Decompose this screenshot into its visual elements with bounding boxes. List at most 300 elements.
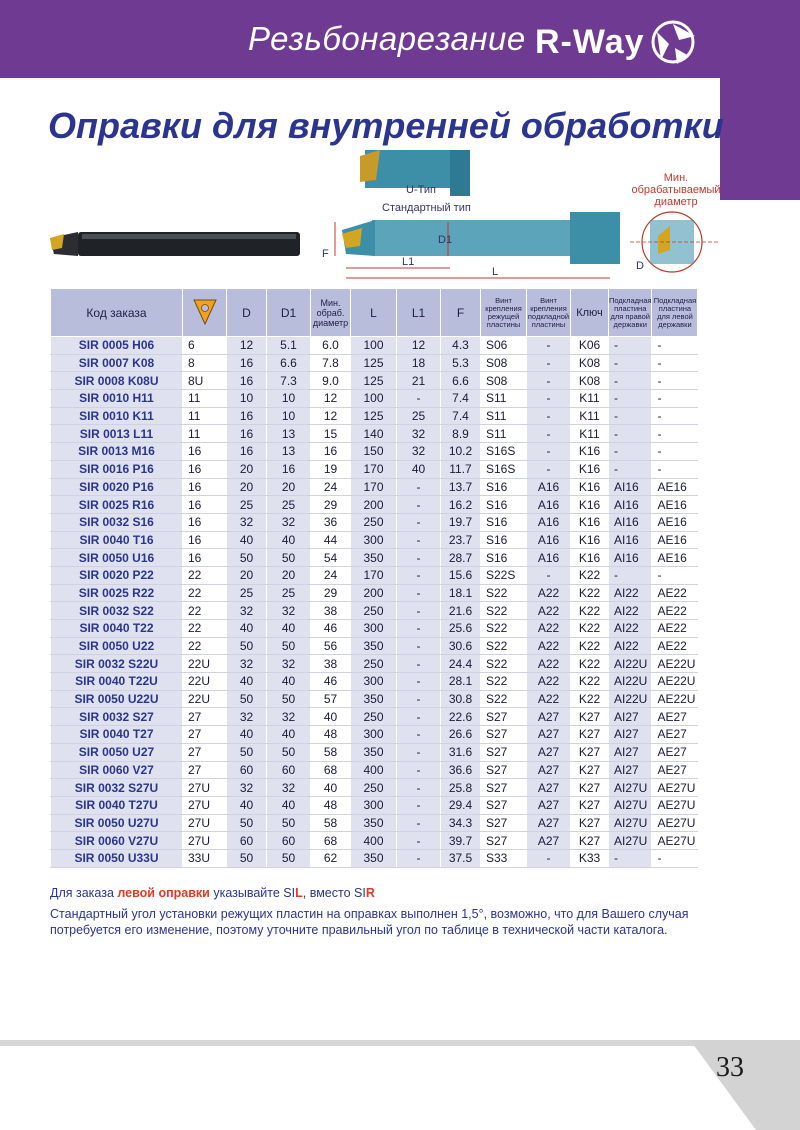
cell-d: 50 xyxy=(227,637,267,655)
cell-code: SIR 0050 U16 xyxy=(51,549,183,567)
boring-bar-illustration xyxy=(30,150,730,290)
cell-key: K27 xyxy=(571,779,609,797)
cell-l: 300 xyxy=(351,673,397,691)
cell-f: 7.4 xyxy=(441,390,481,408)
cell-d1: 50 xyxy=(267,549,311,567)
cell-l1: - xyxy=(397,761,441,779)
cell-d: 50 xyxy=(227,549,267,567)
cell-insert-size: 27 xyxy=(183,761,227,779)
cell-f: 21.6 xyxy=(441,602,481,620)
table-row xyxy=(51,390,698,408)
cell-d: 40 xyxy=(227,726,267,744)
cell-shim-right: - xyxy=(609,443,652,461)
brand-emblem-icon xyxy=(647,18,699,66)
cell-shim-left: AE27U xyxy=(652,832,698,850)
cell-key: K16 xyxy=(571,531,609,549)
table-row xyxy=(51,513,698,531)
cell-shim-left: - xyxy=(652,566,698,584)
cell-d: 40 xyxy=(227,531,267,549)
cell-min-diameter: 38 xyxy=(311,655,351,673)
cell-l1: - xyxy=(397,637,441,655)
cell-l1: - xyxy=(397,549,441,567)
tool-diagram xyxy=(30,150,730,290)
col-key: Ключ xyxy=(571,289,609,337)
cell-shim-left: AE22U xyxy=(652,690,698,708)
cell-insert-size: 6 xyxy=(183,337,227,355)
cell-code: SIR 0032 S27U xyxy=(51,779,183,797)
cell-f: 30.8 xyxy=(441,690,481,708)
table-row xyxy=(51,708,698,726)
cell-insert-screw: S22 xyxy=(481,690,527,708)
cell-d: 16 xyxy=(227,443,267,461)
cell-shim-screw: - xyxy=(527,354,571,372)
note-left-letter-r: R xyxy=(365,886,375,900)
cell-shim-screw: - xyxy=(527,372,571,390)
cell-shim-left: - xyxy=(652,443,698,461)
cell-insert-screw: S22 xyxy=(481,620,527,638)
cell-shim-left: AE27U xyxy=(652,779,698,797)
cell-d1: 7.3 xyxy=(267,372,311,390)
table-row xyxy=(51,761,698,779)
cell-code: SIR 0040 T27U xyxy=(51,796,183,814)
cell-insert-screw: S22 xyxy=(481,602,527,620)
cell-d1: 32 xyxy=(267,655,311,673)
table-row xyxy=(51,549,698,567)
cell-l: 350 xyxy=(351,849,397,867)
cell-shim-screw: A16 xyxy=(527,496,571,514)
cell-min-diameter: 68 xyxy=(311,761,351,779)
cell-d: 32 xyxy=(227,708,267,726)
cell-f: 15.6 xyxy=(441,566,481,584)
note-angle: Стандартный угол установки режущих пластин на оправках выполнен 1,5°, возможно, что для Вашего случая потребуется его изменение, поэтому уточните правильный угол по таблице в технической части каталога. xyxy=(50,907,689,937)
cell-code: SIR 0040 T22 xyxy=(51,620,183,638)
cell-f: 28.1 xyxy=(441,673,481,691)
cell-d: 10 xyxy=(227,390,267,408)
cell-shim-left: AE22U xyxy=(652,655,698,673)
col-code: Код заказа xyxy=(51,289,183,337)
cell-f: 7.4 xyxy=(441,407,481,425)
cell-shim-left: AE16 xyxy=(652,531,698,549)
cell-f: 30.6 xyxy=(441,637,481,655)
cell-insert-screw: S22 xyxy=(481,637,527,655)
cell-shim-screw: A22 xyxy=(527,637,571,655)
cell-shim-right: AI27U xyxy=(609,832,652,850)
cell-shim-left: AE22U xyxy=(652,673,698,691)
cell-shim-right: AI16 xyxy=(609,513,652,531)
table-row xyxy=(51,690,698,708)
cell-insert-screw: S27 xyxy=(481,726,527,744)
cell-shim-left: AE16 xyxy=(652,496,698,514)
section-title: Резьбонарезание xyxy=(248,20,526,57)
cell-min-diameter: 12 xyxy=(311,407,351,425)
table-row xyxy=(51,620,698,638)
cell-d: 25 xyxy=(227,496,267,514)
cell-insert-size: 16 xyxy=(183,531,227,549)
cell-d: 20 xyxy=(227,566,267,584)
cell-d1: 32 xyxy=(267,708,311,726)
cell-shim-right: AI27U xyxy=(609,796,652,814)
col-l1: L1 xyxy=(397,289,441,337)
cell-insert-size: 11 xyxy=(183,390,227,408)
cell-d1: 50 xyxy=(267,814,311,832)
cell-key: K16 xyxy=(571,513,609,531)
cell-l: 350 xyxy=(351,549,397,567)
cell-key: K16 xyxy=(571,496,609,514)
cell-shim-left: AE27 xyxy=(652,743,698,761)
table-row xyxy=(51,655,698,673)
cell-shim-left: AE27U xyxy=(652,814,698,832)
cell-insert-screw: S11 xyxy=(481,425,527,443)
cell-min-diameter: 62 xyxy=(311,849,351,867)
cell-min-diameter: 19 xyxy=(311,460,351,478)
cell-d: 40 xyxy=(227,673,267,691)
cell-insert-size: 22 xyxy=(183,566,227,584)
cell-code: SIR 0050 U22U xyxy=(51,690,183,708)
cell-shim-right: - xyxy=(609,354,652,372)
cell-key: K27 xyxy=(571,832,609,850)
cell-f: 24.4 xyxy=(441,655,481,673)
cell-min-diameter: 40 xyxy=(311,779,351,797)
cell-insert-size: 16 xyxy=(183,513,227,531)
cell-shim-screw: A16 xyxy=(527,478,571,496)
cell-f: 18.1 xyxy=(441,584,481,602)
cell-f: 19.7 xyxy=(441,513,481,531)
cell-d: 50 xyxy=(227,849,267,867)
cell-d1: 25 xyxy=(267,496,311,514)
cell-shim-left: - xyxy=(652,372,698,390)
cell-shim-right: - xyxy=(609,337,652,355)
cell-l1: 25 xyxy=(397,407,441,425)
cell-f: 22.6 xyxy=(441,708,481,726)
cell-shim-screw: A16 xyxy=(527,549,571,567)
cell-shim-right: AI27 xyxy=(609,726,652,744)
cell-shim-left: AE27 xyxy=(652,761,698,779)
cell-key: K08 xyxy=(571,354,609,372)
cell-insert-size: 22U xyxy=(183,655,227,673)
cell-shim-right: - xyxy=(609,460,652,478)
table-row xyxy=(51,779,698,797)
table-row xyxy=(51,425,698,443)
cell-shim-left: AE16 xyxy=(652,478,698,496)
spec-table-body xyxy=(51,337,698,868)
cell-key: K33 xyxy=(571,849,609,867)
cell-key: K11 xyxy=(571,390,609,408)
page-title: Оправки для внутренней обработки xyxy=(48,105,724,146)
cell-f: 29.4 xyxy=(441,796,481,814)
cell-d1: 13 xyxy=(267,443,311,461)
cell-shim-right: AI27U xyxy=(609,779,652,797)
cell-shim-screw: - xyxy=(527,407,571,425)
label-l1: L1 xyxy=(402,256,415,268)
cell-d1: 20 xyxy=(267,478,311,496)
cell-l1: - xyxy=(397,390,441,408)
cell-shim-right: - xyxy=(609,372,652,390)
cell-d: 32 xyxy=(227,655,267,673)
cell-l: 125 xyxy=(351,372,397,390)
cell-code: SIR 0010 H11 xyxy=(51,390,183,408)
cell-d: 40 xyxy=(227,620,267,638)
cell-min-diameter: 9.0 xyxy=(311,372,351,390)
cell-shim-screw: A27 xyxy=(527,814,571,832)
cell-f: 37.5 xyxy=(441,849,481,867)
cell-d1: 60 xyxy=(267,832,311,850)
cell-insert-screw: S22 xyxy=(481,655,527,673)
cell-key: K22 xyxy=(571,602,609,620)
table-row xyxy=(51,673,698,691)
cell-l1: - xyxy=(397,690,441,708)
cell-code: SIR 0032 S22 xyxy=(51,602,183,620)
cell-shim-left: - xyxy=(652,849,698,867)
cell-d1: 20 xyxy=(267,566,311,584)
cell-d1: 50 xyxy=(267,849,311,867)
cell-insert-size: 22U xyxy=(183,690,227,708)
cell-l: 250 xyxy=(351,602,397,620)
cell-l: 300 xyxy=(351,620,397,638)
cell-l1: 32 xyxy=(397,443,441,461)
cell-l1: 21 xyxy=(397,372,441,390)
cell-shim-right: - xyxy=(609,566,652,584)
cell-insert-screw: S27 xyxy=(481,761,527,779)
table-row xyxy=(51,814,698,832)
cell-d1: 10 xyxy=(267,390,311,408)
cell-insert-size: 27U xyxy=(183,814,227,832)
cell-l1: - xyxy=(397,584,441,602)
cell-insert-size: 22 xyxy=(183,637,227,655)
cell-insert-screw: S27 xyxy=(481,832,527,850)
cell-insert-screw: S11 xyxy=(481,390,527,408)
table-row xyxy=(51,637,698,655)
cell-insert-screw: S16S xyxy=(481,460,527,478)
cell-min-diameter: 24 xyxy=(311,566,351,584)
cell-d: 12 xyxy=(227,337,267,355)
cell-l: 170 xyxy=(351,460,397,478)
cell-d1: 50 xyxy=(267,743,311,761)
cell-key: K22 xyxy=(571,673,609,691)
cell-d1: 50 xyxy=(267,637,311,655)
cell-key: K27 xyxy=(571,743,609,761)
cell-d: 32 xyxy=(227,513,267,531)
cell-shim-left: - xyxy=(652,460,698,478)
cell-min-diameter: 15 xyxy=(311,425,351,443)
cell-d1: 40 xyxy=(267,796,311,814)
col-insert-icon xyxy=(183,289,227,337)
cell-shim-left: - xyxy=(652,390,698,408)
cell-insert-screw: S16 xyxy=(481,478,527,496)
cell-shim-left: AE27U xyxy=(652,796,698,814)
cell-shim-screw: - xyxy=(527,460,571,478)
cell-d: 16 xyxy=(227,407,267,425)
cell-l1: - xyxy=(397,566,441,584)
cell-d1: 40 xyxy=(267,726,311,744)
cell-shim-screw: A22 xyxy=(527,690,571,708)
cell-shim-right: AI27 xyxy=(609,761,652,779)
label-d1: D1 xyxy=(438,234,453,246)
cell-l: 400 xyxy=(351,832,397,850)
cell-shim-screw: A27 xyxy=(527,779,571,797)
cell-l1: - xyxy=(397,849,441,867)
cell-min-diameter: 46 xyxy=(311,673,351,691)
cell-shim-screw: - xyxy=(527,849,571,867)
cell-key: K22 xyxy=(571,637,609,655)
cell-code: SIR 0007 K08 xyxy=(51,354,183,372)
cell-code: SIR 0032 S27 xyxy=(51,708,183,726)
cell-d: 60 xyxy=(227,832,267,850)
cell-code: SIR 0040 T27 xyxy=(51,726,183,744)
cell-f: 36.6 xyxy=(441,761,481,779)
cell-code: SIR 0020 P22 xyxy=(51,566,183,584)
cell-code: SIR 0025 R22 xyxy=(51,584,183,602)
cell-code: SIR 0005 H06 xyxy=(51,337,183,355)
col-f: F xyxy=(441,289,481,337)
cell-shim-screw: - xyxy=(527,425,571,443)
cell-l1: - xyxy=(397,478,441,496)
cell-insert-screw: S22S xyxy=(481,566,527,584)
col-min-diameter: Мин. обраб. диаметр xyxy=(311,289,351,337)
cell-insert-screw: S33 xyxy=(481,849,527,867)
cell-shim-left: AE16 xyxy=(652,513,698,531)
cell-insert-size: 27 xyxy=(183,743,227,761)
cell-l: 250 xyxy=(351,708,397,726)
cell-key: K22 xyxy=(571,620,609,638)
cell-shim-screw: - xyxy=(527,337,571,355)
cell-insert-size: 16 xyxy=(183,496,227,514)
col-shim-right: Подкладная пластина для правой державки xyxy=(609,289,652,337)
cell-insert-screw: S06 xyxy=(481,337,527,355)
cell-f: 11.7 xyxy=(441,460,481,478)
label-l: L xyxy=(492,266,499,278)
cell-insert-screw: S16 xyxy=(481,549,527,567)
cell-shim-right: - xyxy=(609,407,652,425)
cell-insert-screw: S08 xyxy=(481,354,527,372)
cell-key: K06 xyxy=(571,337,609,355)
cell-code: SIR 0020 P16 xyxy=(51,478,183,496)
cell-insert-size: 16 xyxy=(183,478,227,496)
cell-min-diameter: 38 xyxy=(311,602,351,620)
cell-shim-left: - xyxy=(652,337,698,355)
cell-min-diameter: 6.0 xyxy=(311,337,351,355)
cell-insert-screw: S27 xyxy=(481,743,527,761)
cell-f: 25.8 xyxy=(441,779,481,797)
cell-d1: 10 xyxy=(267,407,311,425)
cell-d1: 13 xyxy=(267,425,311,443)
cell-key: K16 xyxy=(571,443,609,461)
cell-shim-right: - xyxy=(609,425,652,443)
col-l: L xyxy=(351,289,397,337)
cell-shim-left: AE27 xyxy=(652,726,698,744)
cell-f: 39.7 xyxy=(441,832,481,850)
table-row xyxy=(51,743,698,761)
table-row xyxy=(51,372,698,390)
cell-insert-screw: S22 xyxy=(481,673,527,691)
cell-d: 50 xyxy=(227,814,267,832)
cell-insert-size: 16 xyxy=(183,549,227,567)
spec-table xyxy=(50,288,698,868)
cell-code: SIR 0050 U27 xyxy=(51,743,183,761)
cell-insert-size: 22U xyxy=(183,673,227,691)
cell-min-diameter: 16 xyxy=(311,443,351,461)
cell-key: K11 xyxy=(571,425,609,443)
cell-min-diameter: 44 xyxy=(311,531,351,549)
cell-key: K22 xyxy=(571,690,609,708)
cell-shim-screw: A22 xyxy=(527,584,571,602)
cell-d: 16 xyxy=(227,372,267,390)
cell-insert-screw: S16S xyxy=(481,443,527,461)
cell-d1: 50 xyxy=(267,690,311,708)
page-number: 33 xyxy=(716,1052,744,1083)
cell-code: SIR 0032 S22U xyxy=(51,655,183,673)
cell-l: 350 xyxy=(351,637,397,655)
cell-insert-size: 33U xyxy=(183,849,227,867)
cell-l: 250 xyxy=(351,779,397,797)
cell-l1: 40 xyxy=(397,460,441,478)
cell-l: 100 xyxy=(351,337,397,355)
cell-shim-left: AE22 xyxy=(652,637,698,655)
table-row xyxy=(51,460,698,478)
cell-d1: 6.6 xyxy=(267,354,311,372)
cell-shim-left: - xyxy=(652,354,698,372)
cell-code: SIR 0025 R16 xyxy=(51,496,183,514)
cell-min-diameter: 7.8 xyxy=(311,354,351,372)
cell-key: K27 xyxy=(571,796,609,814)
cell-d: 50 xyxy=(227,690,267,708)
cell-l1: - xyxy=(397,513,441,531)
table-row xyxy=(51,354,698,372)
cell-l: 100 xyxy=(351,390,397,408)
cell-insert-size: 27 xyxy=(183,708,227,726)
cell-insert-screw: S22 xyxy=(481,584,527,602)
cell-shim-left: AE16 xyxy=(652,549,698,567)
cell-l: 170 xyxy=(351,478,397,496)
cell-min-diameter: 57 xyxy=(311,690,351,708)
cell-code: SIR 0016 P16 xyxy=(51,460,183,478)
cell-d: 50 xyxy=(227,743,267,761)
cell-insert-screw: S16 xyxy=(481,496,527,514)
cell-l1: 12 xyxy=(397,337,441,355)
col-shim-left: Подкладная пластина для левой державки xyxy=(652,289,698,337)
cell-shim-right: AI27U xyxy=(609,814,652,832)
cell-shim-screw: A27 xyxy=(527,761,571,779)
cell-min-diameter: 29 xyxy=(311,496,351,514)
cell-code: SIR 0010 K11 xyxy=(51,407,183,425)
cell-shim-right: AI22U xyxy=(609,655,652,673)
footer-line xyxy=(0,1040,800,1046)
cell-min-diameter: 12 xyxy=(311,390,351,408)
cell-shim-screw: A22 xyxy=(527,673,571,691)
cell-shim-right: AI16 xyxy=(609,531,652,549)
cell-shim-screw: - xyxy=(527,390,571,408)
cell-key: K27 xyxy=(571,726,609,744)
cell-f: 5.3 xyxy=(441,354,481,372)
label-standard-type: Стандартный тип xyxy=(382,202,471,214)
cell-insert-size: 16 xyxy=(183,460,227,478)
cell-l: 400 xyxy=(351,761,397,779)
cell-shim-left: AE22 xyxy=(652,602,698,620)
table-row xyxy=(51,796,698,814)
cell-code: SIR 0040 T22U xyxy=(51,673,183,691)
cell-shim-left: AE22 xyxy=(652,620,698,638)
cell-d: 32 xyxy=(227,602,267,620)
cell-shim-right: AI22 xyxy=(609,584,652,602)
cell-d1: 32 xyxy=(267,513,311,531)
label-d: D xyxy=(636,260,644,272)
cell-l: 125 xyxy=(351,354,397,372)
cell-d1: 25 xyxy=(267,584,311,602)
cell-l1: - xyxy=(397,796,441,814)
cell-shim-screw: A22 xyxy=(527,655,571,673)
cell-l: 300 xyxy=(351,531,397,549)
cell-d1: 40 xyxy=(267,531,311,549)
cell-d: 60 xyxy=(227,761,267,779)
